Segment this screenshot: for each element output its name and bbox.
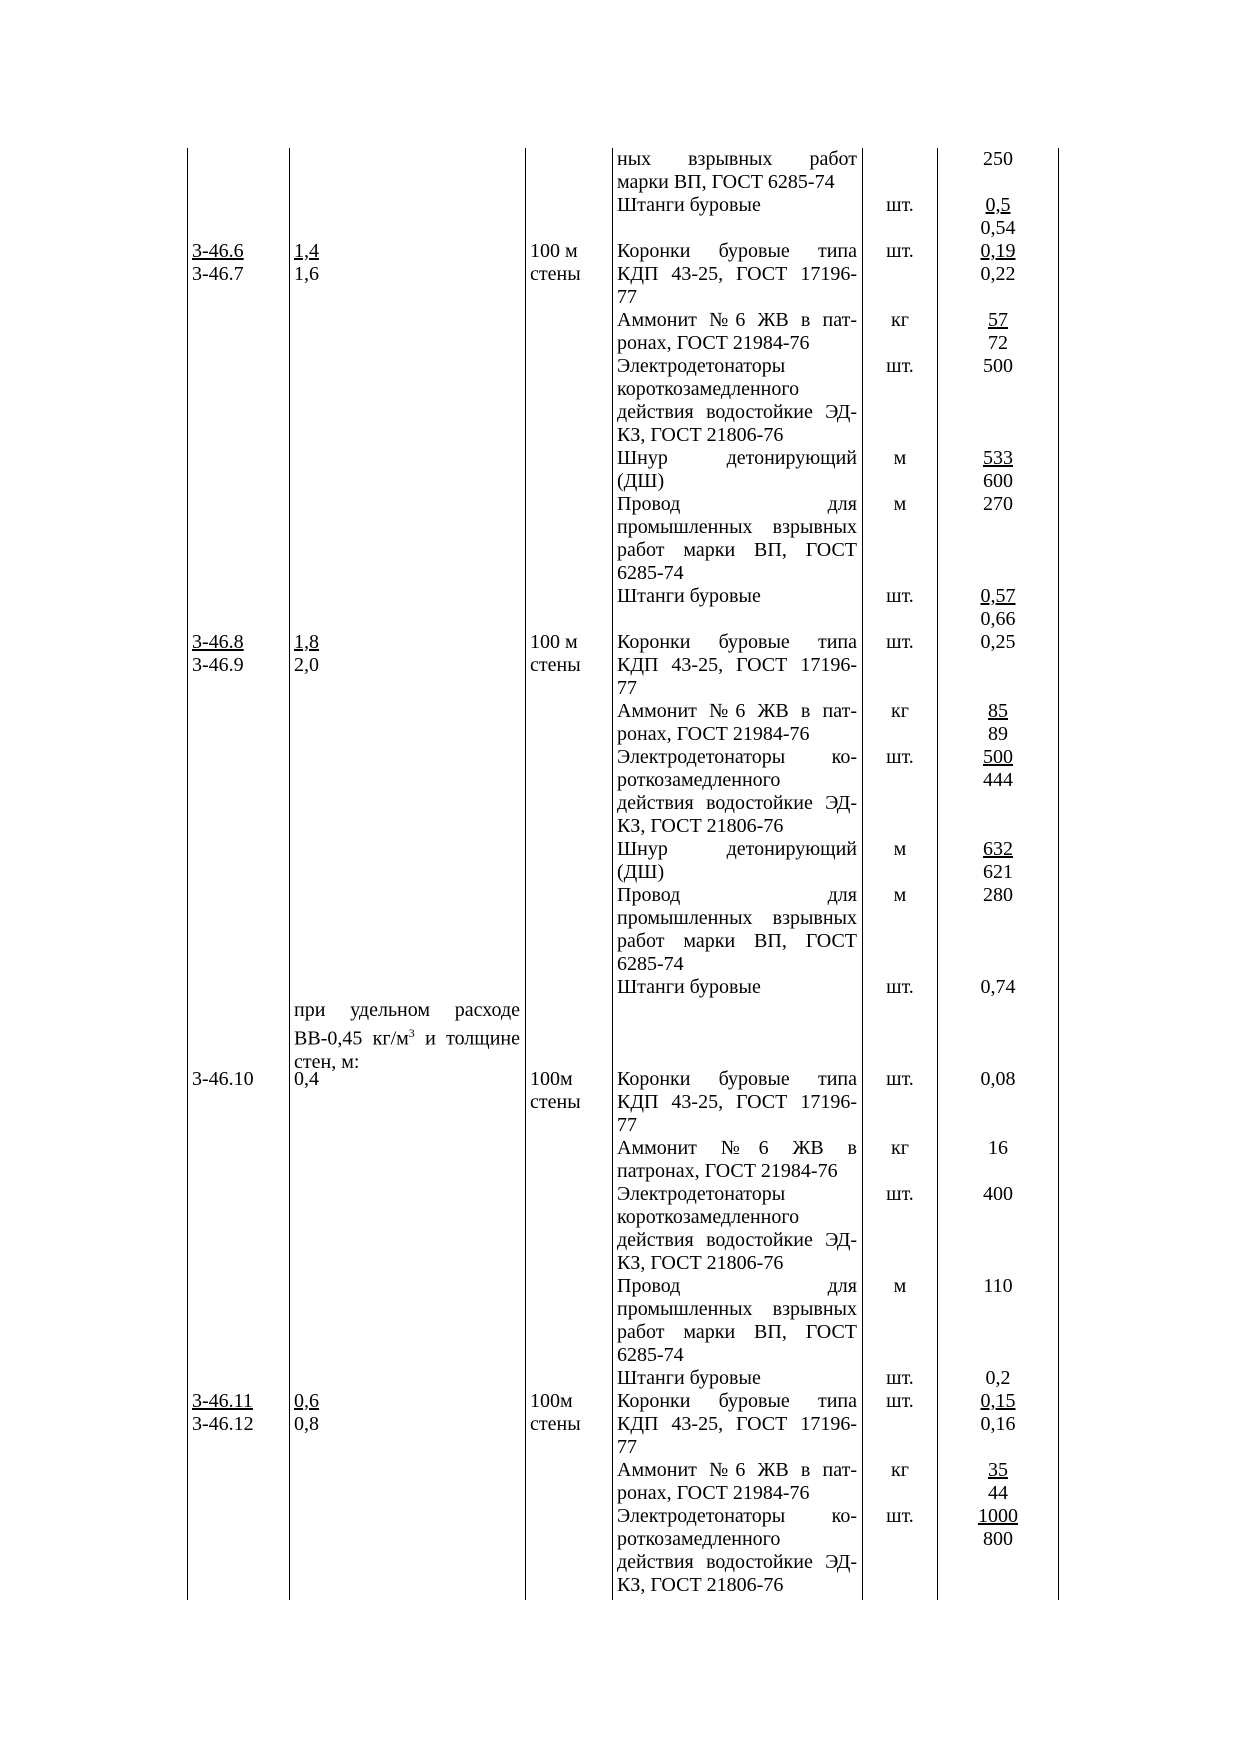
resource-value [942,1137,1054,1160]
resource-unit-text: шт. [886,631,914,653]
resource-unit [867,1367,933,1390]
resource-description-line: Штанги буровые [617,1367,761,1389]
resource-description-line: Электродетонаторы [617,355,786,377]
column-divider [862,148,863,1600]
resource-description-line: действия водостойкие ЭД- [617,1551,857,1573]
code-text: 3-46.12 [192,1413,254,1435]
parameter-note-text: ВВ-0,45 $кг/м^3$ и толщине [294,1026,520,1050]
column-divider [612,148,613,1600]
resource-description-line: Шнур детонирующий [617,838,857,860]
resource-description-line: Шнур детонирующий [617,447,857,469]
measure-unit-text: стены [530,1091,581,1113]
resource-value-line [942,700,1054,723]
resource-value-line [942,769,1054,792]
code-cell [192,631,284,677]
resource-unit-text: шт. [886,976,914,998]
resource-value [942,585,1054,631]
resource-unit [867,1390,933,1413]
resource-value [942,1183,1054,1206]
resource-value [942,194,1054,240]
resource-description [617,1505,857,1597]
resource-description-line: 77 [617,677,637,699]
measure-unit-text: 100 м [530,631,578,653]
resource-unit-text: м [893,884,907,906]
code-text: 3-46.11 [192,1390,253,1412]
table-border-left [187,148,188,1600]
resource-description [617,493,857,585]
resource-unit [867,355,933,378]
parameter-cell [294,999,520,1074]
resource-unit [867,700,933,723]
resource-description-line: действия водостойкие ЭД- [617,401,857,423]
resource-unit [867,631,933,654]
resource-unit [867,1459,933,1482]
resource-value-text: 621 [983,861,1013,883]
resource-description [617,447,857,493]
resource-value-line [942,194,1054,217]
resource-unit-text: м [893,838,907,860]
resource-value-line [942,1505,1054,1528]
resource-value [942,1068,1054,1091]
resource-description-line: короткозамедленного [617,378,800,400]
resource-description-line: КДП 43-25, ГОСТ 17196- [617,1091,857,1113]
resource-value-text: 16 [988,1137,1008,1159]
resource-value [942,884,1054,907]
resource-unit [867,976,933,999]
parameter-note-text: стен, м: [294,1050,360,1073]
resource-description-line: Штанги буровые [617,585,761,607]
resource-value-text: 0,25 [980,631,1016,653]
resource-value-line [942,861,1054,884]
resource-value-line [942,1390,1054,1413]
resource-unit-text: м [893,1275,907,1297]
parameter-text: 0,4 [294,1068,319,1090]
resource-value-line [942,332,1054,355]
resource-value [942,1275,1054,1298]
resource-description [617,1275,857,1367]
resource-description-line: Коронки буровые типа [617,240,857,262]
code-cell [192,240,284,286]
resource-value [942,700,1054,746]
resource-unit [867,746,933,769]
resource-value-line [942,1275,1054,1298]
resource-description-line: действия водостойкие ЭД- [617,1229,857,1251]
resource-description-line: Аммонит №6 ЖВ в пат- [617,700,857,722]
resource-unit-text: кг [891,309,909,331]
resource-value [942,838,1054,884]
resource-value-text: 57 [988,309,1008,331]
norms-table [187,148,1059,1600]
resource-description-line: ронах, ГОСТ 21984-76 [617,1482,810,1504]
resource-unit [867,493,933,516]
resource-value-text: 280 [983,884,1013,906]
resource-description-line: Аммонит №6 ЖВ в [617,1137,857,1159]
resource-value [942,447,1054,493]
resource-unit [867,240,933,263]
resource-unit-text: шт. [886,746,914,768]
resource-value-text: 44 [988,1482,1008,1504]
resource-value-line [942,309,1054,332]
resource-value-line [942,263,1054,286]
measure-unit-text: 100м [530,1390,573,1412]
resource-value [942,493,1054,516]
measure-unit-text: стены [530,1413,581,1435]
resource-unit [867,884,933,907]
resource-description [617,585,857,608]
resource-value [942,309,1054,355]
resource-description-line: Электродетонаторы [617,1183,786,1205]
table-border-right [1058,148,1059,1600]
parameter-cell [294,631,520,677]
resource-description-line: КЗ, ГОСТ 21806-76 [617,815,784,837]
resource-description-line: Коронки буровые типа [617,631,857,653]
resource-value-text: 35 [988,1459,1008,1481]
resource-value-line [942,723,1054,746]
parameter-cell [294,1068,520,1091]
resource-unit-text: шт. [886,1068,914,1090]
column-divider [289,148,290,1600]
resource-unit [867,447,933,470]
measure-unit-text: 100 м [530,240,578,262]
resource-value-line [942,976,1054,999]
resource-description-line: работ марки ВП, ГОСТ [617,930,857,952]
resource-value-line [942,746,1054,769]
resource-description-line: Провод для [617,1275,857,1297]
resource-description-line: Электродетонаторы ко- [617,1505,857,1527]
resource-value-text: 0,15 [980,1390,1016,1412]
resource-value-text: 0,74 [980,976,1016,998]
resource-value-line [942,217,1054,240]
resource-value-line [942,608,1054,631]
resource-description-line: ронах, ГОСТ 21984-76 [617,723,810,745]
resource-description [617,976,857,999]
resource-description-line: КЗ, ГОСТ 21806-76 [617,1252,784,1274]
resource-description-line: роткозамедленного [617,769,781,791]
resource-description [617,884,857,976]
resource-value-text: 250 [983,148,1013,170]
resource-description-line: Электродетонаторы ко- [617,746,857,768]
parameter-cell [294,1390,520,1436]
resource-description [617,1183,857,1275]
resource-description-line: работ марки ВП, ГОСТ [617,539,857,561]
resource-value-text: 72 [988,332,1008,354]
resource-unit-text: шт. [886,1183,914,1205]
resource-description-line: промышленных взрывных [617,907,857,929]
resource-value [942,355,1054,378]
resource-unit-text: шт. [886,240,914,262]
resource-description [617,240,857,309]
resource-description-line: Провод для [617,493,857,515]
resource-description [617,355,857,447]
resource-description-line: Штанги буровые [617,976,761,998]
resource-unit-text: шт. [886,585,914,607]
resource-value-text: 500 [983,355,1013,377]
resource-value [942,976,1054,999]
resource-value-line [942,1459,1054,1482]
resource-value [942,1390,1054,1436]
resource-description-line: короткозамедленного [617,1206,800,1228]
resource-description-line: Аммонит №6 ЖВ в пат- [617,1459,857,1481]
resource-value-line [942,148,1054,171]
resource-description [617,1068,857,1137]
resource-description [617,631,857,700]
resource-value-line [942,493,1054,516]
resource-description-line: 6285-74 [617,1344,684,1366]
resource-value-line [942,447,1054,470]
resource-description-line: КЗ, ГОСТ 21806-76 [617,1574,784,1596]
resource-value-text: 533 [983,447,1013,469]
resource-unit-text: кг [891,1459,909,1481]
resource-description-line: КДП 43-25, ГОСТ 17196- [617,1413,857,1435]
resource-unit-text: шт. [886,1367,914,1389]
parameter-note-text: при удельном расходе [294,999,520,1021]
resource-description-line: Провод для [617,884,857,906]
resource-value-text: 0,16 [980,1413,1016,1435]
resource-description-line: (ДШ) [617,861,665,883]
code-text: 3-46.9 [192,654,244,676]
code-text: 3-46.7 [192,263,244,285]
resource-description-line: 6285-74 [617,953,684,975]
resource-unit [867,309,933,332]
measure-unit-cell [530,1390,608,1436]
resource-value-text: 0,22 [980,263,1016,285]
resource-value-line [942,585,1054,608]
resource-description-line: 77 [617,1436,637,1458]
resource-description-line: ронах, ГОСТ 21984-76 [617,332,810,354]
parameter-text: 2,0 [294,654,319,676]
code-text: 3-46.10 [192,1068,254,1090]
resource-description [617,746,857,838]
resource-description-line: 77 [617,1114,637,1136]
resource-description [617,1459,857,1505]
resource-value-line [942,240,1054,263]
resource-value-text: 0,2 [985,1367,1011,1389]
code-text: 3-46.8 [192,631,244,653]
resource-unit-text: м [893,447,907,469]
resource-value-text: 270 [983,493,1013,515]
column-divider [525,148,526,1600]
resource-unit [867,194,933,217]
resource-description-line: Коронки буровые типа [617,1068,857,1090]
resource-value-line [942,1528,1054,1551]
resource-value-text: 1000 [978,1505,1018,1527]
resource-value-text: 0,5 [985,194,1011,216]
resource-unit-text: м [893,493,907,515]
resource-description-line: (ДШ) [617,470,665,492]
resource-value-text: 0,08 [980,1068,1016,1090]
resource-value-text: 0,66 [980,608,1016,630]
resource-description-line: промышленных взрывных [617,516,857,538]
resource-value-text: 110 [983,1275,1013,1297]
resource-value-text: 500 [983,746,1013,768]
resource-value [942,240,1054,286]
measure-unit-cell [530,631,608,677]
resource-description-line: 77 [617,286,637,308]
resource-value-text: 444 [983,769,1013,791]
resource-unit [867,1137,933,1160]
measure-unit-text: стены [530,654,581,676]
resource-value-text: 632 [983,838,1013,860]
resource-description-line: промышленных взрывных [617,1298,857,1320]
parameter-text: 0,6 [294,1390,319,1412]
resource-value-text: 0,54 [980,217,1016,239]
resource-description-line: роткозамедленного [617,1528,781,1550]
measure-unit-cell [530,240,608,286]
resource-description-line: Коронки буровые типа [617,1390,857,1412]
resource-value-line [942,1367,1054,1390]
resource-description-line: марки ВП, ГОСТ 6285-74 [617,171,835,193]
parameter-text: 1,6 [294,263,319,285]
resource-value-text: 400 [983,1183,1013,1205]
resource-description-line: 6285-74 [617,562,684,584]
resource-value-line [942,1413,1054,1436]
resource-unit-text: шт. [886,194,914,216]
resource-value-line [942,1068,1054,1091]
resource-description [617,1390,857,1459]
resource-description-line: Штанги буровые [617,194,761,216]
resource-value-line [942,631,1054,654]
resource-value-line [942,884,1054,907]
resource-unit-text: шт. [886,1390,914,1412]
code-cell [192,1068,284,1091]
resource-unit-text: кг [891,1137,909,1159]
resource-value-text: 0,19 [980,240,1016,262]
resource-value [942,1505,1054,1551]
measure-unit-text: 100м [530,1068,573,1090]
resource-description-line: патронах, ГОСТ 21984-76 [617,1160,838,1182]
resource-value-text: 85 [988,700,1008,722]
resource-description [617,1137,857,1183]
measure-unit-text: стены [530,263,581,285]
resource-description [617,700,857,746]
resource-unit [867,1183,933,1206]
resource-value-line [942,1482,1054,1505]
resource-value [942,1459,1054,1505]
resource-value-text: 600 [983,470,1013,492]
resource-value-line [942,355,1054,378]
resource-unit [867,1505,933,1528]
resource-description-line: КДП 43-25, ГОСТ 17196- [617,263,857,285]
resource-value [942,148,1054,171]
resource-unit-text: шт. [886,1505,914,1527]
resource-value [942,746,1054,792]
resource-unit-text: шт. [886,355,914,377]
resource-value [942,1367,1054,1390]
code-text: 3-46.6 [192,240,244,262]
resource-description [617,309,857,355]
parameter-cell [294,240,520,286]
resource-description-line: ных взрывных работ [617,148,857,170]
resource-unit [867,1068,933,1091]
parameter-text: 1,4 [294,240,319,262]
column-divider [937,148,938,1600]
resource-value-line [942,1183,1054,1206]
resource-description-line: работ марки ВП, ГОСТ [617,1321,857,1343]
resource-description [617,148,857,194]
resource-description-line: Аммонит №6 ЖВ в пат- [617,309,857,331]
resource-description [617,194,857,217]
resource-description [617,1367,857,1390]
resource-description-line: действия водостойкие ЭД- [617,792,857,814]
parameter-text: 1,8 [294,631,319,653]
resource-description [617,838,857,884]
resource-value-text: 89 [988,723,1008,745]
resource-description-line: КЗ, ГОСТ 21806-76 [617,424,784,446]
resource-value-line [942,470,1054,493]
measure-unit-cell [530,1068,608,1114]
parameter-text: 0,8 [294,1413,319,1435]
resource-unit-text: кг [891,700,909,722]
resource-value [942,631,1054,654]
resource-unit [867,838,933,861]
code-cell [192,1390,284,1436]
resource-unit [867,585,933,608]
resource-description-line: КДП 43-25, ГОСТ 17196- [617,654,857,676]
resource-value-text: 0,57 [980,585,1016,607]
resource-value-line [942,838,1054,861]
resource-unit [867,1275,933,1298]
resource-value-text: 800 [983,1528,1013,1550]
resource-value-line [942,1137,1054,1160]
